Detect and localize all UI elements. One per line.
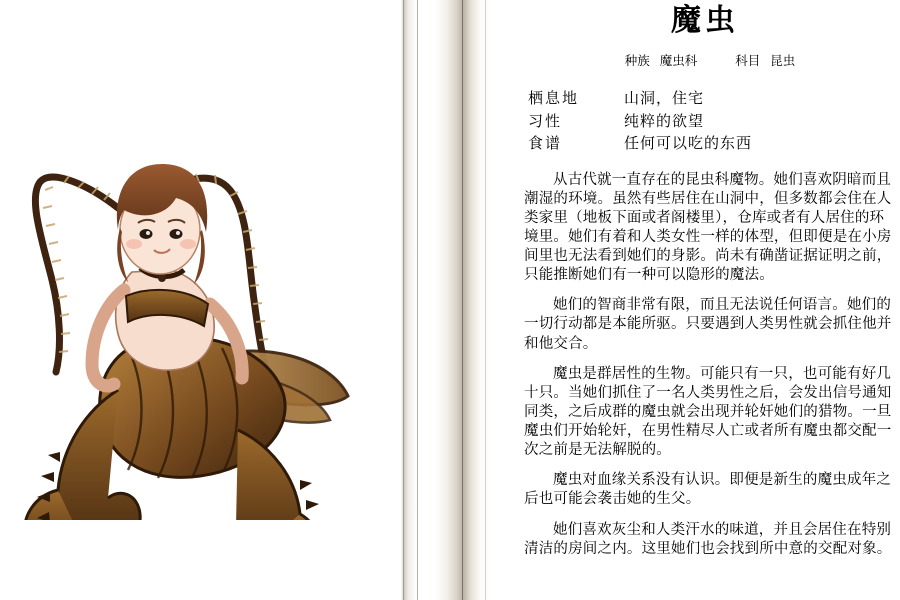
paragraph: 从古代就一直存在的昆虫科魔物。她们喜欢阴暗而且潮湿的环境。虽然有些居住在山洞中，但多数都会住在人类家里（地板下面或者阁楼里），仓库或者有人居住的环境里。她们有着和人类女性一样的体型，但即便是在小房间里也无法看到她们的身影。尚未有确凿证据证明之前，只能推断她们有一种可以隐形的魔法。 [524, 171, 892, 284]
attribute-label-habitat: 栖息地 [528, 89, 580, 107]
page-spine [395, 0, 510, 600]
attribute-value-disposition: 纯粹的欲望 [624, 111, 705, 130]
armored-leg-right [235, 430, 318, 520]
paragraph: 她们的智商非常有限，而且无法说任何语言。她们的一切行动都是本能所驱。只要遇到人类男性就会抓住他并和他交合。 [524, 297, 892, 352]
classification-species [625, 51, 698, 69]
attribute-row-disposition [528, 110, 900, 133]
paragraph: 魔虫是群居性的生物。可能只有一只，也可能有好几十只。当她们抓住了一名人类男性之后，会发出信号通知同类，之后成群的魔虫就会出现并轮奸她们的猎物。一旦魔虫们开始轮奸，在男性精尽人亡或者所有魔虫都交配一次之前是无法解脱的。 [524, 365, 892, 459]
attribute-row-diet [528, 132, 900, 155]
attribute-list [528, 87, 900, 155]
classification-row [520, 51, 900, 69]
page-title: 魔虫 [671, 3, 739, 38]
body-text [524, 171, 892, 559]
attribute-value-habitat: 山洞，住宅 [624, 89, 705, 107]
insect-girl-illustration [0, 90, 390, 520]
paragraph: 她们喜欢灰尘和人类汗水的味道，并且会居住在特别清洁的房间之内。这里她们也会找到所中意的交配对象。 [524, 521, 892, 557]
classification-order-label: 科目 [735, 53, 761, 68]
attribute-value-diet: 任何可以吃的东西 [624, 134, 753, 152]
classification-species-label: 种族 [624, 53, 650, 68]
classification-species-value: 魔虫科 [659, 53, 698, 68]
classification-order [735, 51, 795, 69]
attribute-row-habitat [528, 87, 900, 110]
classification-order-value: 昆虫 [770, 53, 796, 68]
paragraph: 魔虫对血缘关系没有认识。即便是新生的魔虫成年之后也可能会袭击她的生父。 [524, 472, 892, 508]
illustration-panel [0, 0, 395, 600]
attribute-label-disposition: 习性 [528, 111, 563, 130]
text-panel [510, 0, 900, 600]
attribute-label-diet: 食谱 [528, 134, 563, 152]
